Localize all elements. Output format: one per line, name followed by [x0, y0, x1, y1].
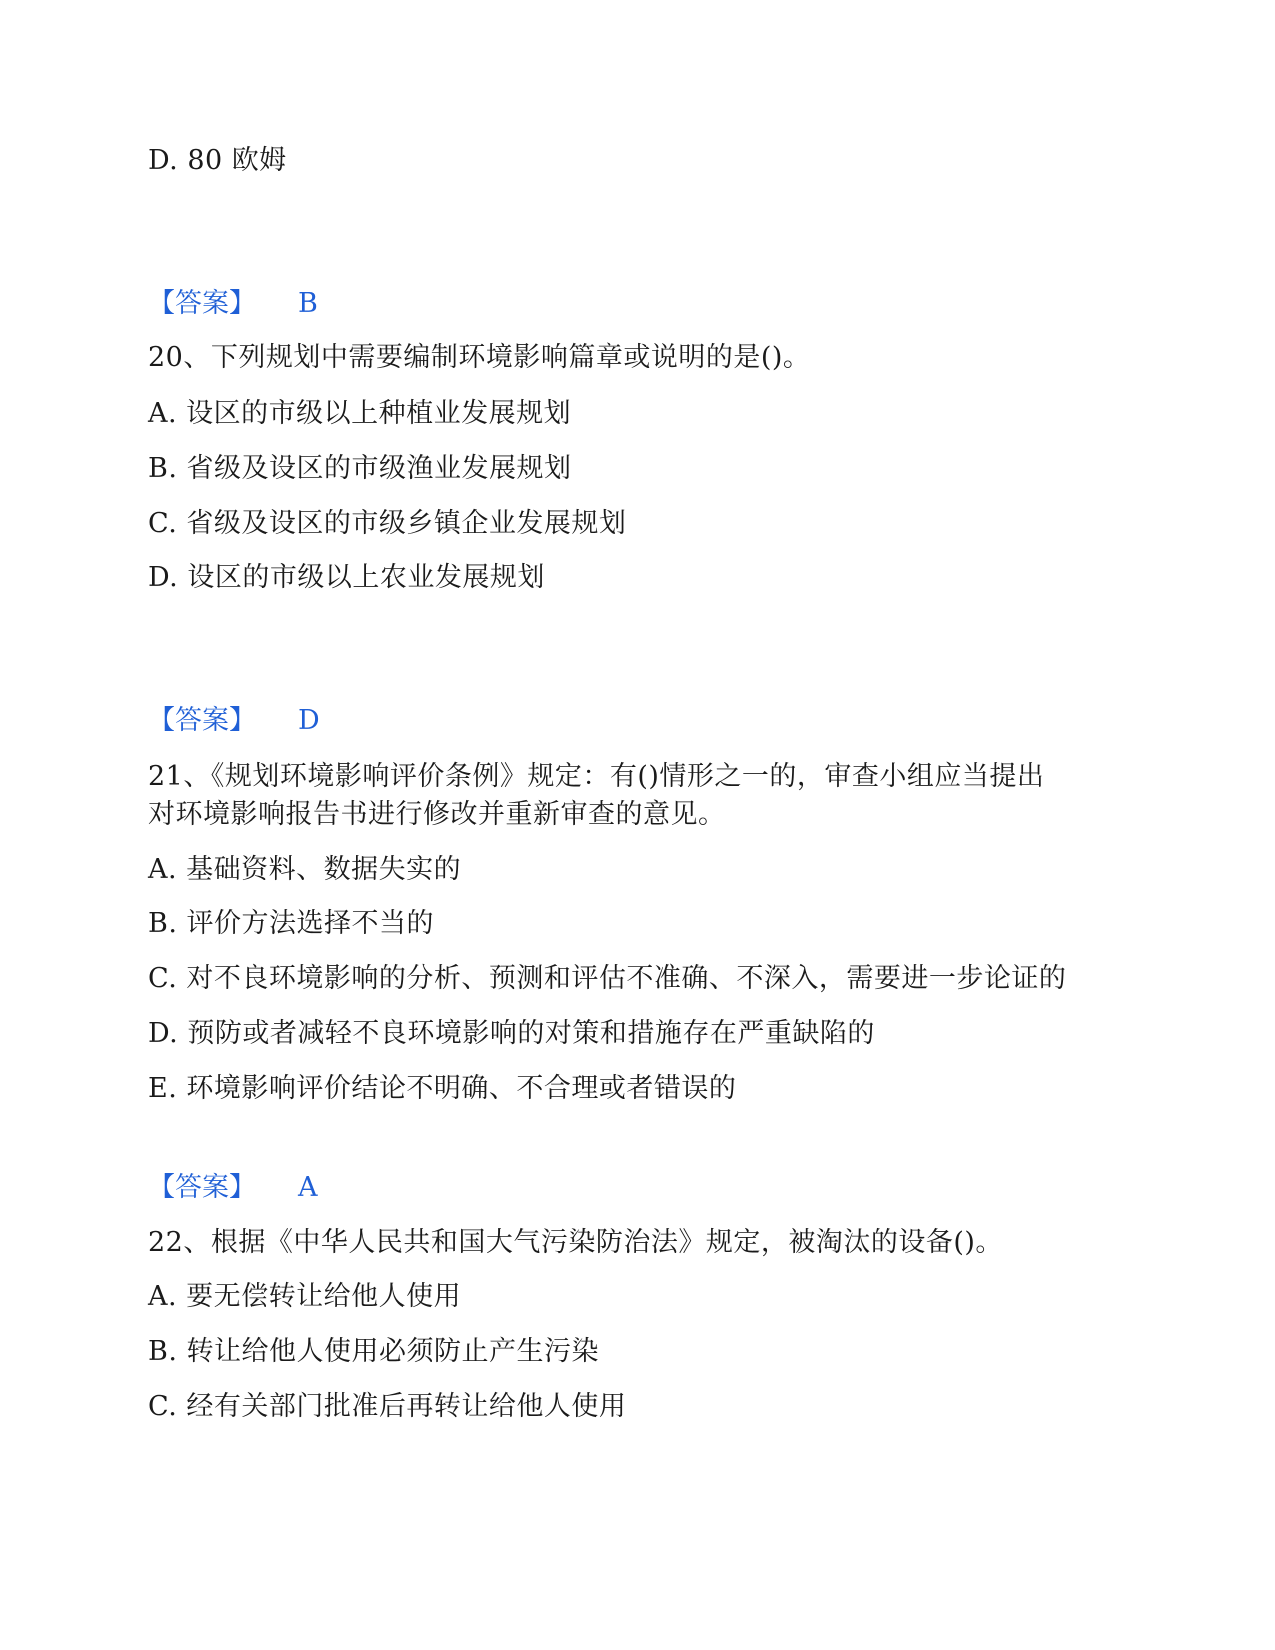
option-a: A. 设区的市级以上种植业发展规划 — [148, 398, 572, 429]
answer-value: D — [298, 705, 320, 736]
answer-label: 【答案】 — [148, 705, 256, 736]
option-c: C. 省级及设区的市级乡镇企业发展规划 — [148, 508, 627, 539]
option-e: E. 环境影响评价结论不明确、不合理或者错误的 — [148, 1073, 737, 1104]
option-c: C. 经有关部门批准后再转让给他人使用 — [148, 1391, 627, 1422]
answer-line — [148, 286, 318, 322]
answer-value: B — [298, 288, 318, 319]
option-d: D. 预防或者减轻不良环境影响的对策和措施存在严重缺陷的 — [148, 1018, 875, 1049]
answer-label: 【答案】 — [148, 1172, 256, 1203]
option-d: D. 设区的市级以上农业发展规划 — [148, 562, 545, 593]
option-b: B. 评价方法选择不当的 — [148, 908, 435, 939]
answer-line — [148, 703, 320, 739]
question-stem-line2: 对环境影响报告书进行修改并重新审查的意见。 — [148, 799, 726, 830]
option-a: A. 要无偿转让给他人使用 — [148, 1281, 462, 1312]
question-stem: 22、根据《中华人民共和国大气污染防治法》规定，被淘汰的设备()。 — [148, 1227, 1003, 1258]
answer-line — [148, 1170, 318, 1206]
question-stem-line1: 21、《规划环境影响评价条例》规定：有()情形之一的，审查小组应当提出 — [148, 761, 1045, 792]
answer-label: 【答案】 — [148, 288, 256, 319]
option-b: B. 转让给他人使用必须防止产生污染 — [148, 1336, 600, 1367]
option-a: A. 基础资料、数据失实的 — [148, 854, 462, 885]
option-d: D. 80 欧姆 — [148, 145, 287, 176]
option-c: C. 对不良环境影响的分析、预测和评估不准确、不深入，需要进一步论证的 — [148, 963, 1067, 994]
question-stem: 20、下列规划中需要编制环境影响篇章或说明的是()。 — [148, 342, 811, 373]
answer-value: A — [298, 1172, 318, 1203]
option-b: B. 省级及设区的市级渔业发展规划 — [148, 453, 572, 484]
